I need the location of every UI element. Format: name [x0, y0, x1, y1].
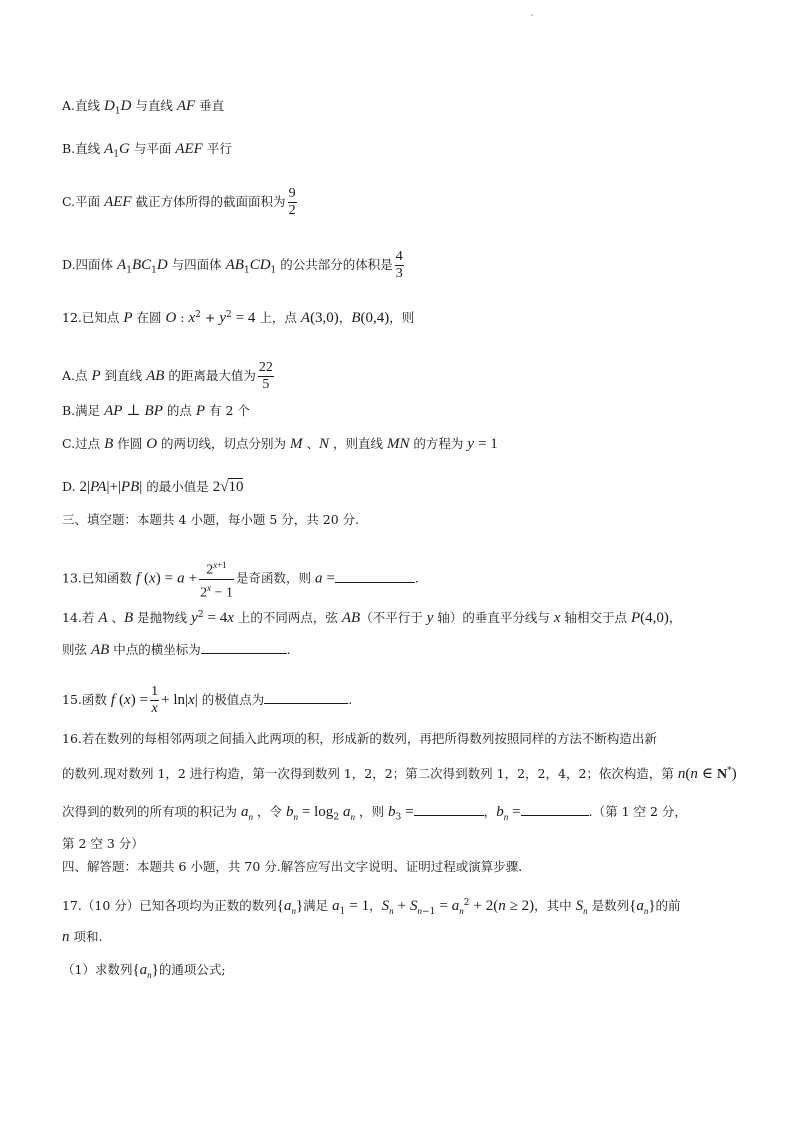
- q17-line-1: 17.（10 分）已知各项均为正数的数列$\{a_n\}$满足 $a_1 = 1$，$S_n + S_{n-1} = a_n^2 + 2(n \ge 2)$，其中 $S_n$ 是数列$\{a_n\}$的前: [62, 898, 681, 917]
- fraction-4-3: $\frac{4}{3}$: [395, 249, 403, 281]
- fraction-2x1-over-2x-1: $\frac{2^{x+1}}{2^x - 1}$: [199, 557, 234, 601]
- q12-option-b: B.满足 AP ⊥ BP 的点 P 有 2 个: [62, 403, 250, 419]
- q12-option-a: A.点 P 到直线 AB 的距离最大值为 $\frac{22}{5}$: [62, 360, 273, 392]
- q11-option-b: B.直线 $A_1G$ 与平面 AEF 平行: [62, 141, 232, 160]
- q12-option-c: C.过点 B 作圆 O 的两切线，切点分别为 M 、N ，则直线 MN 的方程为 y = 1: [62, 436, 498, 452]
- q16-line-2: 的数列.现对数列 1，2 进行构造，第一次得到数列 1，2，2；第二次得到数列 1，2，2，4，2；依次构造，第 n(n ∈ N*): [62, 766, 737, 783]
- q12-stem: 12.已知点 P 在圆 O : $x^2 + y^2 = 4$ 上，点 A(3,0)，B(0,4)，则: [62, 310, 415, 327]
- q16-answer-blank-1[interactable]: [414, 815, 484, 816]
- q11-option-d: D.四面体 $A_1BC_1D$ 与四面体 $AB_1CD_1$ 的公共部分的体积是 $\frac{4}{3}$: [62, 249, 403, 281]
- section-3-heading: 三、填空题：本题共 4 小题，每小题 5 分，共 20 分.: [62, 512, 360, 527]
- q14-answer-blank[interactable]: [201, 653, 287, 654]
- q15: 15.函数 f (x) = $\frac{1}{x}$ + ln|x| 的极值点为 .: [62, 684, 353, 716]
- q11-option-a: A.直线 $D_1D$ 与直线 AF 垂直: [62, 98, 225, 117]
- fraction-9-2: $\frac{9}{2}$: [288, 186, 296, 218]
- q15-answer-blank[interactable]: [264, 703, 348, 704]
- q16-line-1: 16.若在数列的每相邻两项之间插入此两项的积，形成新的数列，再把所得数列按照同样的方法不断构造出新: [62, 731, 657, 746]
- q17-line-2: n 项和.: [62, 929, 103, 945]
- fraction-22-5: $\frac{22}{5}$: [258, 360, 273, 392]
- fraction-1-over-x: $\frac{1}{x}$: [151, 684, 159, 716]
- section-4-heading: 四、解答题：本题共 6 小题，共 70 分.解答应写出文字说明、证明过程或演算步骤.: [62, 859, 523, 874]
- q11-option-c: C.平面 AEF 截正方体所得的截面面积为 $\frac{9}{2}$: [62, 186, 296, 218]
- q13-answer-blank[interactable]: [335, 582, 415, 583]
- q14-line-2: 则弦 AB 中点的横坐标为 .: [62, 642, 291, 658]
- scan-speck: [531, 14, 533, 16]
- q16-line-3: 次得到的数列的所有项的积记为 $a_n$ ，令 $b_n = \log_2 a_n$ ，则 $b_3$ = ，$b_n$ = .（第 1 空 2 分，: [62, 804, 687, 823]
- q14-line-1: 14.若 A 、B 是抛物线 $y^2 = 4x$ 上的不同两点，弦 AB（不平行于 y 轴）的垂直平分线与 x 轴相交于点 P(4,0)，: [62, 610, 682, 627]
- q16-line-4: 第 2 空 3 分）: [62, 836, 144, 851]
- q17-part-1: （1）求数列$\{a_n\}$的通项公式;: [62, 962, 226, 980]
- q16-answer-blank-2[interactable]: [521, 815, 589, 816]
- q13: 13.已知函数 f (x) = a + $\frac{2^{x+1}}{2^x - 1}$ 是奇函数，则 a = .: [62, 557, 419, 601]
- q12-option-d: D. 2|PA|+|PB| 的最小值是 2√10: [62, 479, 244, 495]
